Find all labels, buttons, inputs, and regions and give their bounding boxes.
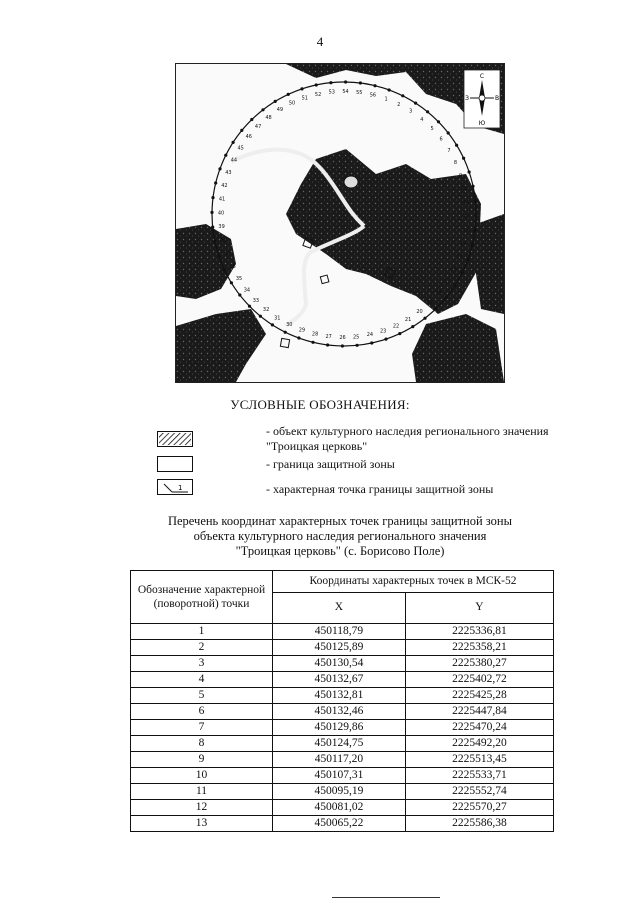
boundary-point-number: 11 (463, 199, 470, 206)
protection-zone-map (175, 63, 505, 383)
footer-divider (332, 897, 440, 898)
boundary-point (453, 284, 456, 287)
boundary-point-number: 22 (392, 323, 400, 330)
boundary-point (315, 83, 318, 86)
cell-x: 450129,86 (273, 720, 406, 736)
boundary-point (344, 80, 347, 83)
boundary-point-number: 33 (252, 297, 260, 304)
boundary-point-number: 20 (416, 309, 423, 316)
cell-point: 9 (131, 752, 273, 768)
cell-y: 2225492,20 (405, 736, 553, 752)
boundary-point-number: 55 (356, 90, 363, 96)
boundary-point-number: 47 (254, 123, 262, 130)
cell-y: 2225470,24 (405, 720, 553, 736)
boundary-point-number: 19 (426, 300, 434, 307)
boundary-point (437, 120, 440, 123)
map-canvas (176, 64, 504, 382)
south-label: Ю (478, 120, 486, 127)
cell-point: 10 (131, 768, 273, 784)
header-point-designation: Обозначение характерной (поворотной) точки (131, 571, 273, 624)
boundary-point-number: 38 (220, 237, 227, 244)
boundary-point-number: 56 (369, 92, 377, 99)
table-row (131, 800, 554, 816)
north-arrow-icon (464, 70, 500, 128)
cell-y: 2225533,71 (405, 768, 553, 784)
table-row (131, 688, 554, 704)
boundary-point (414, 102, 417, 105)
table-row (131, 784, 554, 800)
boundary-point (213, 240, 216, 243)
boundary-point-number: 3 (409, 108, 413, 115)
boundary-point (447, 131, 450, 134)
cell-y: 2225552,74 (405, 784, 553, 800)
boundary-point-number: 49 (276, 107, 284, 113)
cell-x: 450095,19 (273, 784, 406, 800)
boundary-point (384, 338, 387, 341)
boundary-point-number: 23 (380, 328, 387, 335)
boundary-point (398, 332, 401, 335)
boundary-point (223, 268, 226, 271)
cell-y: 2225380,27 (405, 656, 553, 672)
boundary-point (297, 336, 300, 339)
cell-x: 450130,54 (273, 656, 406, 672)
boundary-point (401, 94, 404, 97)
cell-point: 7 (131, 720, 273, 736)
boundary-point (238, 293, 241, 296)
boundary-point (341, 344, 344, 347)
boundary-point (248, 305, 251, 308)
cell-x: 450132,67 (273, 672, 406, 688)
legend-title: УСЛОВНЫЕ ОБОЗНАЧЕНИЯ: (230, 397, 410, 412)
dark-area-southeast (412, 314, 504, 382)
cell-y: 2225336,81 (405, 624, 553, 640)
coordinates-table-body (131, 624, 554, 832)
page-number: 4 (316, 34, 324, 49)
boundary-point-number: 10 (461, 186, 468, 193)
boundary-point (471, 243, 474, 246)
caption-line-1: Перечень координат характерных точек границы защитной зоны (167, 514, 513, 528)
boundary-point (329, 81, 332, 84)
boundary-point-number: 48 (265, 114, 272, 121)
boundary-point (455, 144, 458, 147)
cell-point: 12 (131, 800, 273, 816)
boundary-line-icon (157, 456, 193, 472)
boundary-point (423, 317, 426, 320)
boundary-point-number: 28 (311, 331, 319, 338)
table-row (131, 736, 554, 752)
boundary-point-number: 5 (430, 126, 434, 133)
boundary-point (468, 170, 471, 173)
cell-y: 2225570,27 (405, 800, 553, 816)
boundary-point-number: 46 (245, 134, 252, 141)
cell-x: 450124,75 (273, 736, 406, 752)
building (320, 275, 329, 284)
boundary-point-number: 29 (298, 327, 306, 334)
boundary-point-number: 42 (221, 183, 228, 190)
legend-item-point (0, 478, 640, 504)
cell-point: 6 (131, 704, 273, 720)
boundary-point-number: 44 (230, 157, 238, 164)
boundary-point-number: 52 (314, 91, 322, 98)
boundary-point (326, 343, 329, 346)
caption-line-2: объекта культурного наследия регионального значения (193, 529, 487, 543)
boundary-point-number: 2 (397, 101, 401, 108)
table-row (131, 816, 554, 832)
boundary-point (474, 199, 477, 202)
boundary-point-number: 30 (286, 322, 293, 329)
cell-point: 13 (131, 816, 273, 832)
boundary-point-number: 13 (462, 227, 470, 234)
table-row (131, 720, 554, 736)
boundary-point (232, 141, 235, 144)
boundary-point-number: 21 (404, 317, 412, 323)
boundary-point-number: 17 (444, 278, 451, 285)
boundary-point (300, 87, 303, 90)
table-caption (150, 514, 530, 559)
boundary-point-number: 15 (456, 254, 463, 261)
boundary-point (211, 196, 214, 199)
boundary-point (445, 296, 448, 299)
boundary-point (230, 281, 233, 284)
table-row (131, 656, 554, 672)
caption-line-3: "Троицкая церковь" (с. Борисово Поле) (235, 544, 445, 558)
boundary-point (356, 344, 359, 347)
table-row (131, 768, 554, 784)
header-x: X (273, 592, 406, 623)
west-label: З (465, 95, 469, 102)
cell-x: 450118,79 (273, 624, 406, 640)
boundary-point-number: 35 (235, 276, 243, 283)
building (280, 338, 289, 347)
boundary-point-number: 32 (262, 307, 270, 314)
boundary-point-number: 18 (436, 289, 443, 296)
dark-area-southwest (176, 309, 266, 382)
boundary-point (311, 341, 314, 344)
boundary-point-number: 4 (420, 116, 424, 123)
boundary-point-number: 16 (450, 266, 458, 273)
cell-x: 450065,22 (273, 816, 406, 832)
boundary-point (474, 214, 477, 217)
north-label: С (479, 73, 485, 80)
boundary-point (210, 211, 213, 214)
boundary-point-number: 25 (353, 334, 360, 341)
boundary-point (359, 81, 362, 84)
boundary-point (214, 181, 217, 184)
hatched-rectangle-icon (157, 431, 193, 447)
boundary-point-number: 14 (460, 240, 467, 247)
cell-x: 450107,31 (273, 768, 406, 784)
cell-point: 1 (131, 624, 273, 640)
table-row (131, 672, 554, 688)
boundary-point-number: 9 (459, 172, 463, 179)
legend-text-point: - характерная точка границы защитной зоны (266, 482, 494, 496)
boundary-point-number: 36 (229, 264, 236, 270)
boundary-point-number: 8 (453, 160, 458, 166)
cell-y: 2225358,21 (405, 640, 553, 656)
boundary-point-number: 54 (342, 89, 349, 95)
boundary-point-number: 34 (243, 287, 251, 294)
cell-point: 2 (131, 640, 273, 656)
legend-text-boundary: - граница защитной зоны (266, 457, 395, 471)
header-y: Y (405, 592, 553, 623)
header-coordinates-group: Координаты характерных точек в МСК-52 (273, 571, 554, 593)
boundary-point-number: 39 (218, 224, 225, 231)
cell-point: 5 (131, 688, 273, 704)
cell-y: 2225402,72 (405, 672, 553, 688)
church-object (344, 176, 358, 188)
dark-area-east (476, 214, 504, 314)
boundary-point (211, 226, 214, 229)
boundary-point-label: 1 (178, 484, 183, 492)
table-row (131, 704, 554, 720)
coordinates-table (130, 570, 554, 832)
boundary-point (435, 307, 438, 310)
cell-y: 2225586,38 (405, 816, 553, 832)
boundary-point (462, 157, 465, 160)
boundary-point (370, 341, 373, 344)
boundary-point (261, 108, 264, 111)
boundary-point (461, 271, 464, 274)
cell-point: 3 (131, 656, 273, 672)
boundary-point (473, 229, 476, 232)
boundary-point (250, 118, 253, 121)
boundary-point-number: 53 (328, 89, 335, 96)
boundary-point-number: 1 (384, 96, 388, 103)
cell-x: 450125,89 (273, 640, 406, 656)
boundary-point-number: 6 (439, 136, 443, 143)
boundary-point-number: 50 (288, 100, 296, 107)
boundary-point (218, 167, 221, 170)
boundary-point (274, 100, 277, 103)
boundary-point-number: 43 (225, 169, 232, 176)
dark-area-west (176, 224, 236, 299)
cell-y: 2225513,45 (405, 752, 553, 768)
boundary-point-number: 41 (218, 196, 226, 203)
legend-text-object: - объект культурного наследия регионального значения "Троицкая церковь" (266, 424, 549, 453)
cell-x: 450132,46 (273, 704, 406, 720)
boundary-point (411, 325, 414, 328)
cell-point: 8 (131, 736, 273, 752)
boundary-point-number: 27 (325, 334, 332, 340)
legend-item-object (0, 424, 640, 453)
cell-x: 450117,20 (273, 752, 406, 768)
boundary-point (287, 93, 290, 96)
boundary-point (224, 154, 227, 157)
boundary-point (373, 84, 376, 87)
boundary-point-number: 37 (224, 251, 231, 258)
cell-x: 450132,81 (273, 688, 406, 704)
cell-point: 11 (131, 784, 273, 800)
boundary-point-number: 26 (339, 335, 346, 341)
table-row (131, 752, 554, 768)
cell-point: 4 (131, 672, 273, 688)
boundary-point (240, 129, 243, 132)
cell-y: 2225447,84 (405, 704, 553, 720)
table-row (131, 624, 554, 640)
boundary-point (426, 110, 429, 113)
boundary-point-number: 24 (366, 332, 374, 339)
boundary-point (466, 258, 469, 261)
boundary-point (271, 323, 274, 326)
boundary-point-icon (157, 479, 193, 495)
cell-x: 450081,02 (273, 800, 406, 816)
table-row (131, 640, 554, 656)
boundary-point-number: 7 (447, 147, 451, 154)
boundary-point-number: 40 (217, 210, 225, 217)
boundary-point-number: 51 (301, 95, 308, 102)
boundary-point-number: 12 (463, 213, 471, 220)
boundary-point-number: 31 (274, 315, 281, 322)
boundary-point (217, 254, 220, 257)
cell-y: 2225425,28 (405, 688, 553, 704)
east-label: В (494, 95, 500, 102)
boundary-point-number: 45 (237, 145, 244, 152)
boundary-point (388, 88, 391, 91)
boundary-point (471, 185, 474, 188)
boundary-point (284, 331, 287, 334)
boundary-point (259, 315, 262, 318)
